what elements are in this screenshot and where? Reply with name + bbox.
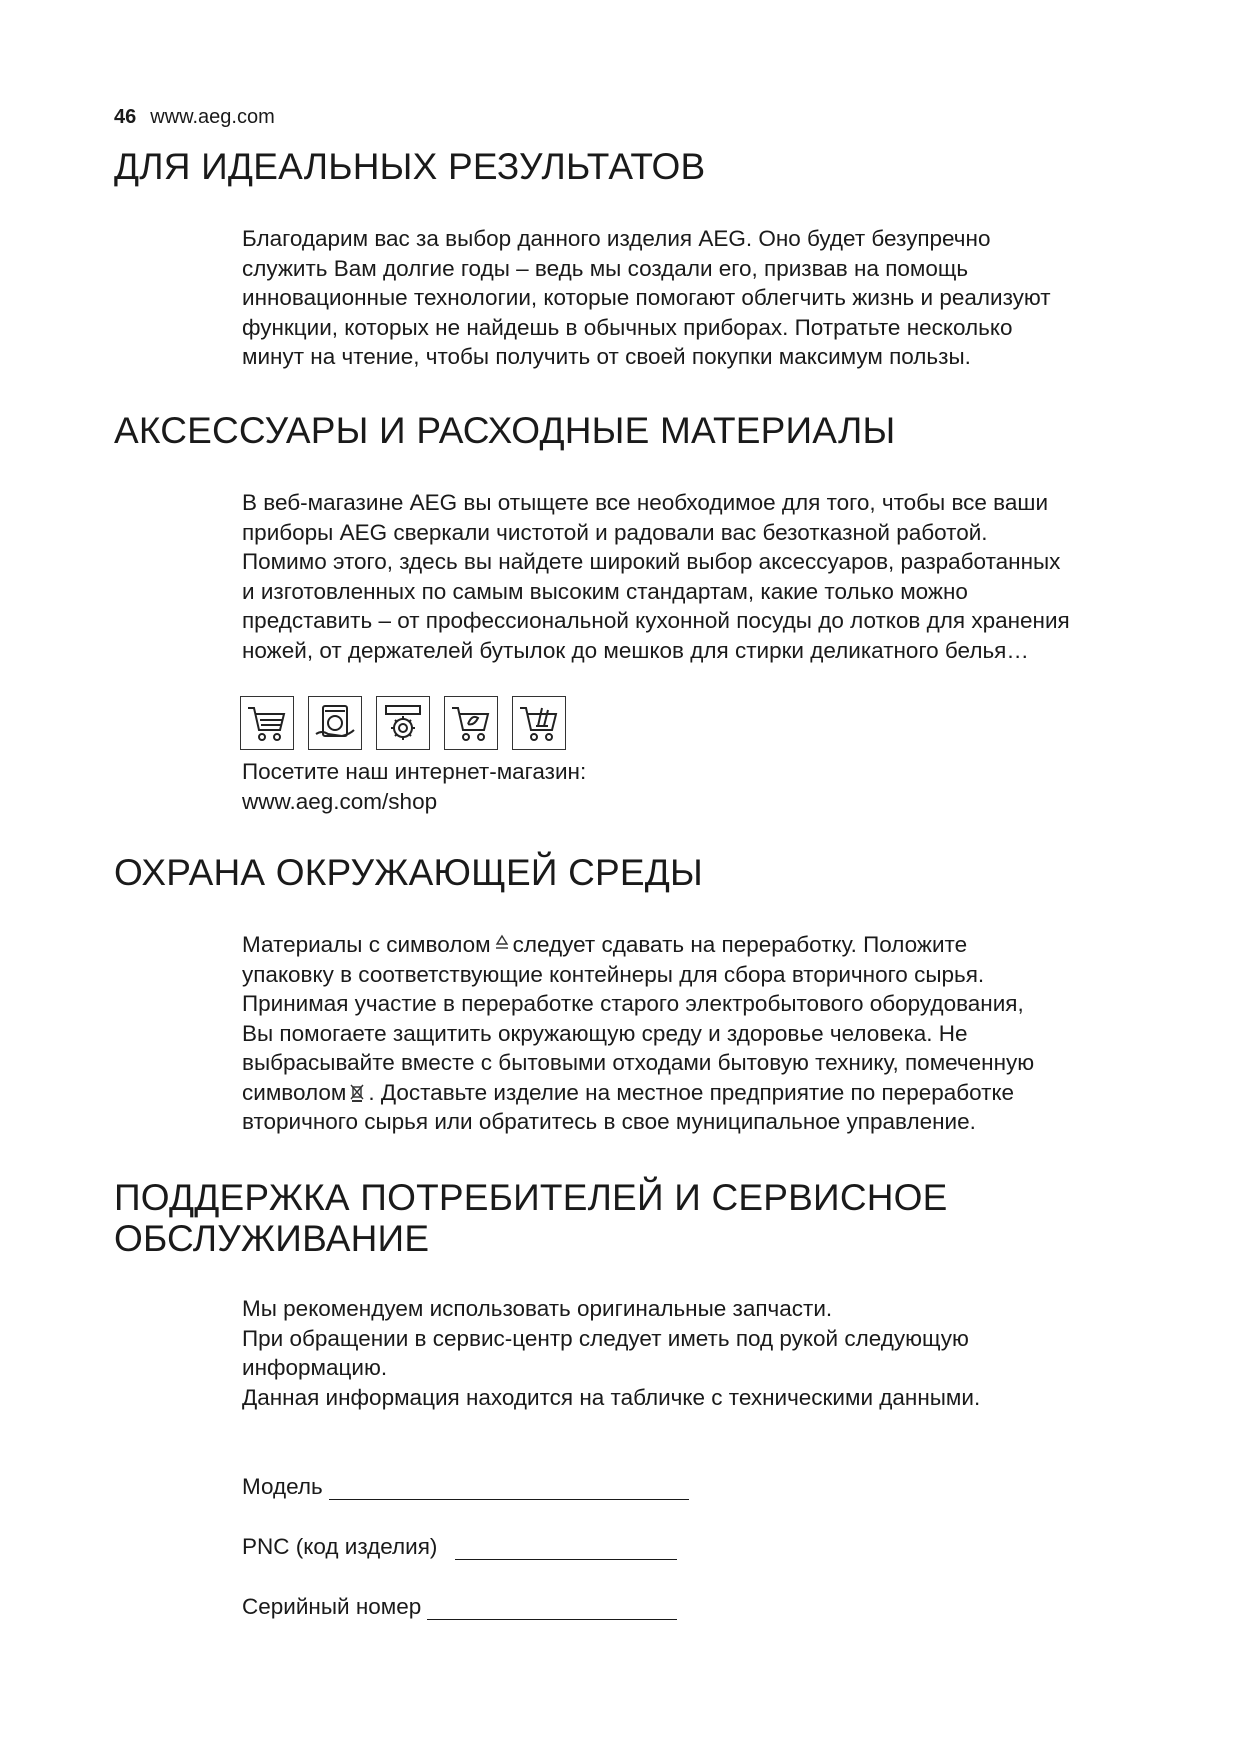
- section-title-results: ДЛЯ ИДЕАЛЬНЫХ РЕЗУЛЬТАТОВ: [114, 146, 706, 187]
- crossed-bin-icon: [348, 1080, 366, 1100]
- field-model-label: Модель: [242, 1474, 323, 1499]
- text-line: При обращении в сервис-центр следует иметь под рукой следующую: [242, 1325, 969, 1351]
- text-line: выбрасывайте вместе с бытовыми отходами бытовую технику, помеченную: [242, 1050, 1035, 1075]
- shop-link[interactable]: www.aeg.com/shop: [242, 788, 438, 814]
- page-header: [114, 106, 275, 129]
- section-title-accessories: АКСЕССУАРЫ И РАСХОДНЫЕ МАТЕРИАЛЫ: [114, 410, 896, 451]
- text-line: представить – от профессиональной кухонной посуды до лотков для хранения: [242, 608, 1070, 633]
- support-title-line2: ОБСЛУЖИВАНИЕ: [114, 1218, 430, 1259]
- text-line: В веб-магазине AEG вы отыщете все необходимое для того, чтобы все ваши: [242, 490, 1049, 515]
- section-text-support: [242, 1294, 1162, 1412]
- recycle-icon: [493, 932, 511, 952]
- shopping-cart-icon: [240, 696, 294, 750]
- text-line: ножей, от держателей бутылок до мешков для стирки деликатного белья…: [242, 637, 1029, 663]
- text-line: Благодарим вас за выбор данного изделия AEG. Оно будет безупречно: [242, 226, 991, 251]
- section-title-support: [114, 1177, 948, 1259]
- washing-machine-hand-icon: [308, 696, 362, 750]
- text-line: функции, которых не найдешь в обычных приборах. Потратьте несколько: [242, 314, 1013, 340]
- field-model: [242, 1474, 689, 1500]
- text-line: Принимая участие в переработке старого электробытового оборудования,: [242, 991, 1024, 1016]
- field-serial-line[interactable]: [427, 1595, 677, 1620]
- text-line: инновационные технологии, которые помогают облегчить жизнь и реализуют: [242, 285, 1051, 310]
- text-line: упаковку в соответствующие контейнеры для сбора вторичного сырья.: [242, 961, 985, 987]
- section-text-accessories: [242, 488, 1162, 665]
- section-title-environment: ОХРАНА ОКРУЖАЮЩЕЙ СРЕДЫ: [114, 852, 704, 893]
- text-line: Данная информация находится на табличке с техническими данными.: [242, 1384, 981, 1410]
- header-site-link[interactable]: www.aeg.com: [150, 106, 275, 128]
- support-title-line1: ПОДДЕРЖКА ПОТРЕБИТЕЛЕЙ И СЕРВИСНОЕ: [114, 1177, 948, 1218]
- shop-label: Посетите наш интернет-магазин:: [242, 759, 587, 784]
- text-line: Мы рекомендуем использовать оригинальные запчасти.: [242, 1296, 833, 1321]
- field-pnc-line[interactable]: [455, 1535, 677, 1560]
- text-line: информацию.: [242, 1355, 388, 1380]
- page-number: 46: [114, 106, 137, 128]
- text-line: Вы помогаете защитить окружающую среду и здоровье человека. Не: [242, 1020, 968, 1046]
- cart-tools-icon: [444, 696, 498, 750]
- shop-visit: [242, 757, 1162, 816]
- gear-icon: [376, 696, 430, 750]
- text-line: служить Вам долгие годы – ведь мы создали его, призвав на помощь: [242, 255, 969, 281]
- text-line: приборы AEG сверкали чистотой и радовали вас безотказной работой.: [242, 519, 988, 545]
- field-serial: [242, 1594, 677, 1620]
- text-line: символом . Доставьте изделие на местное предприятие по переработке: [242, 1079, 1015, 1105]
- section-text-results: [242, 224, 1162, 372]
- text-line: Материалы с символом следует сдавать на переработку. Положите: [242, 932, 968, 957]
- text-line: минут на чтение, чтобы получить от своей покупки максимум пользы.: [242, 344, 971, 369]
- shop-icons-row: [240, 696, 566, 750]
- section-text-environment: [242, 930, 1162, 1137]
- text-line: и изготовленных по самым высоким стандартам, какие только можно: [242, 578, 968, 604]
- field-pnc-label: PNC (код изделия): [242, 1534, 438, 1559]
- field-serial-label: Серийный номер: [242, 1594, 422, 1619]
- field-pnc: [242, 1534, 677, 1560]
- field-model-line[interactable]: [329, 1475, 689, 1500]
- cart-bottle-icon: [512, 696, 566, 750]
- text-line: Помимо этого, здесь вы найдете широкий выбор аксессуаров, разработанных: [242, 549, 1061, 574]
- text-line: вторичного сырья или обратитесь в свое муниципальное управление.: [242, 1109, 976, 1134]
